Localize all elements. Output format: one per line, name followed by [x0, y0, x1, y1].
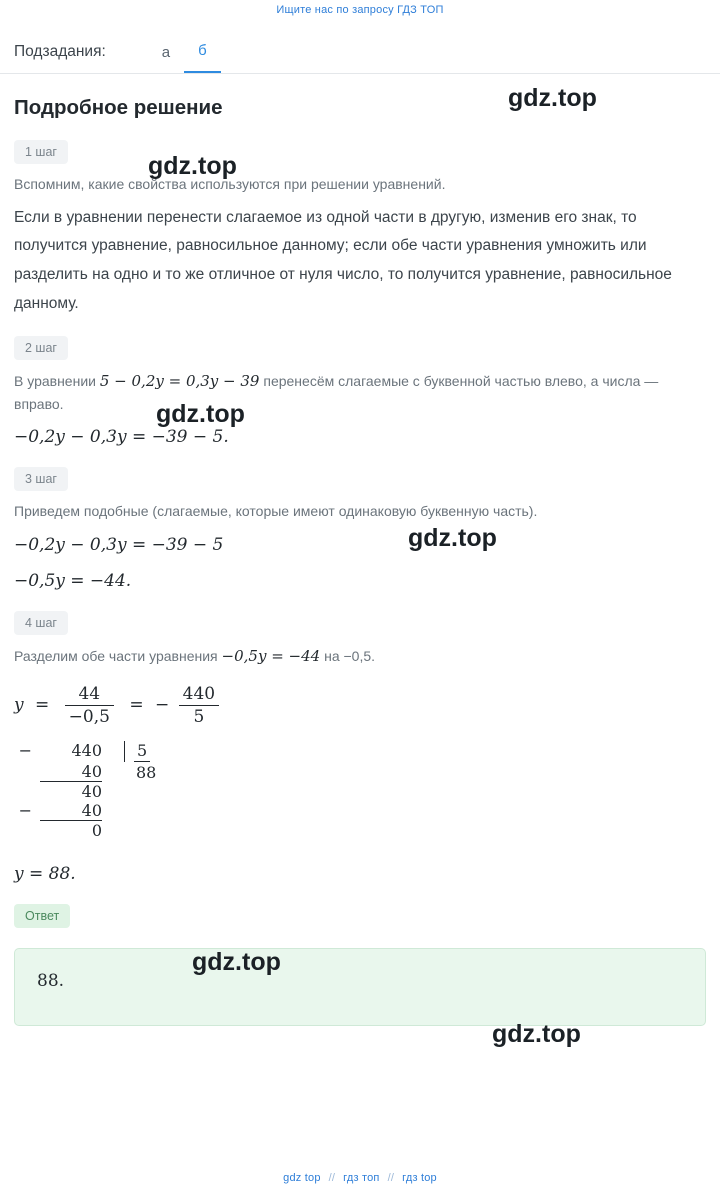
long-division-divisor-bar [124, 741, 150, 762]
long-division [0, 741, 720, 840]
fraction-eq-1: = [35, 695, 50, 716]
long-division-sub-1: 40 [40, 762, 102, 782]
step-4-text-before: Разделим обе части уравнения [14, 648, 222, 664]
watermark-1: gdz.top [508, 84, 597, 112]
footer [0, 1172, 720, 1184]
step-4-equation-inline: −0,5y = −44 [221, 647, 321, 665]
long-division-minus-1: − [18, 741, 32, 761]
step-3-math-1: −0,2y − 0,3y = −39 − 5 [14, 535, 224, 555]
footer-separator-1: // [328, 1172, 336, 1184]
long-division-remainder-1: 40 [81, 782, 102, 802]
step-2-equation-inline: 5 − 0,2y = 0,3y − 39 [99, 372, 260, 391]
step-4-result: y = 88. [14, 864, 76, 885]
fraction-1 [65, 684, 114, 727]
subtask-tab-a[interactable]: а [161, 44, 171, 61]
step-2-text [0, 370, 720, 417]
step-2-text-after: перенесём слагаемые с буквенной частью влево, а числа — вправо. [14, 373, 659, 412]
footer-item-3[interactable]: гдз top [402, 1172, 437, 1184]
step-2-text-before: В уравнении [14, 373, 100, 390]
fraction-2-sign: − [155, 695, 170, 716]
long-division-quotient: 88 [136, 763, 157, 783]
subtasks-row [0, 16, 720, 74]
top-banner: Ищите нас по запросу ГДЗ ТОП [276, 4, 444, 16]
subtask-tab-b[interactable]: б [184, 42, 221, 73]
step-4-text-after: на −0,5. [320, 648, 376, 664]
long-division-row-2 [14, 762, 720, 782]
watermark-4: gdz.top [408, 524, 497, 552]
fraction-lhs: y [14, 695, 24, 716]
long-division-row-4 [14, 801, 720, 821]
step-badge-4: 4 шаг [14, 611, 68, 635]
long-division-row-5 [14, 821, 720, 840]
step-4-fraction-equation [0, 670, 720, 733]
step-4-text [0, 645, 720, 670]
step-2-math: −0,2y − 0,3y = −39 − 5. [14, 427, 229, 448]
step-1-intro: Вспомним, какие свойства используются при решении уравнений. [14, 176, 446, 192]
fraction-2-denominator: 5 [179, 705, 219, 727]
step-badge-3: 3 шаг [14, 467, 68, 491]
long-division-remainder-2: 0 [91, 821, 102, 841]
long-division-row-3 [14, 782, 720, 801]
step-1-body: Если в уравнении перенести слагаемое из одной части в другую, изменив его знак, то получится уравнение, равносильное данному; если обе части уравнения умножить или разделить на одно и то же отличное от нуля число, то получится уравнение, равносильное данному. [14, 208, 672, 312]
fraction-eq-2: = [129, 695, 144, 716]
watermark-5: gdz.top [192, 948, 281, 976]
page-title: Подробное решение [14, 96, 223, 119]
answer-badge: Ответ [14, 904, 70, 928]
long-division-dividend: 440 [71, 741, 102, 761]
long-division-divisor: 5 [134, 741, 150, 762]
step-3-math-2: −0,5y = −44. [14, 571, 132, 591]
answer-box: 88. [14, 948, 706, 1026]
watermark-6: gdz.top [492, 1020, 581, 1048]
step-badge-2: 2 шаг [14, 336, 68, 360]
fraction-1-numerator: 44 [78, 684, 101, 705]
watermark-2: gdz.top [148, 152, 237, 180]
footer-separator-2: // [387, 1172, 395, 1184]
footer-item-1[interactable]: gdz top [283, 1172, 321, 1184]
long-division-sub-2: 40 [40, 801, 102, 821]
footer-item-2[interactable]: гдз топ [343, 1172, 380, 1184]
long-division-minus-4: − [18, 801, 32, 821]
step-3-intro: Приведем подобные (слагаемые, которые имеют одинаковую буквенную часть). [14, 503, 538, 520]
long-division-row-1 [14, 741, 720, 762]
long-division-quotient-wrap [124, 762, 159, 782]
step-badge-1: 1 шаг [14, 140, 68, 164]
subtasks-label: Подзадания: [14, 43, 106, 60]
watermark-3: gdz.top [156, 400, 245, 428]
fraction-2 [179, 684, 219, 727]
fraction-1-denominator: −0,5 [65, 705, 114, 727]
fraction-2-numerator: 440 [182, 684, 216, 705]
